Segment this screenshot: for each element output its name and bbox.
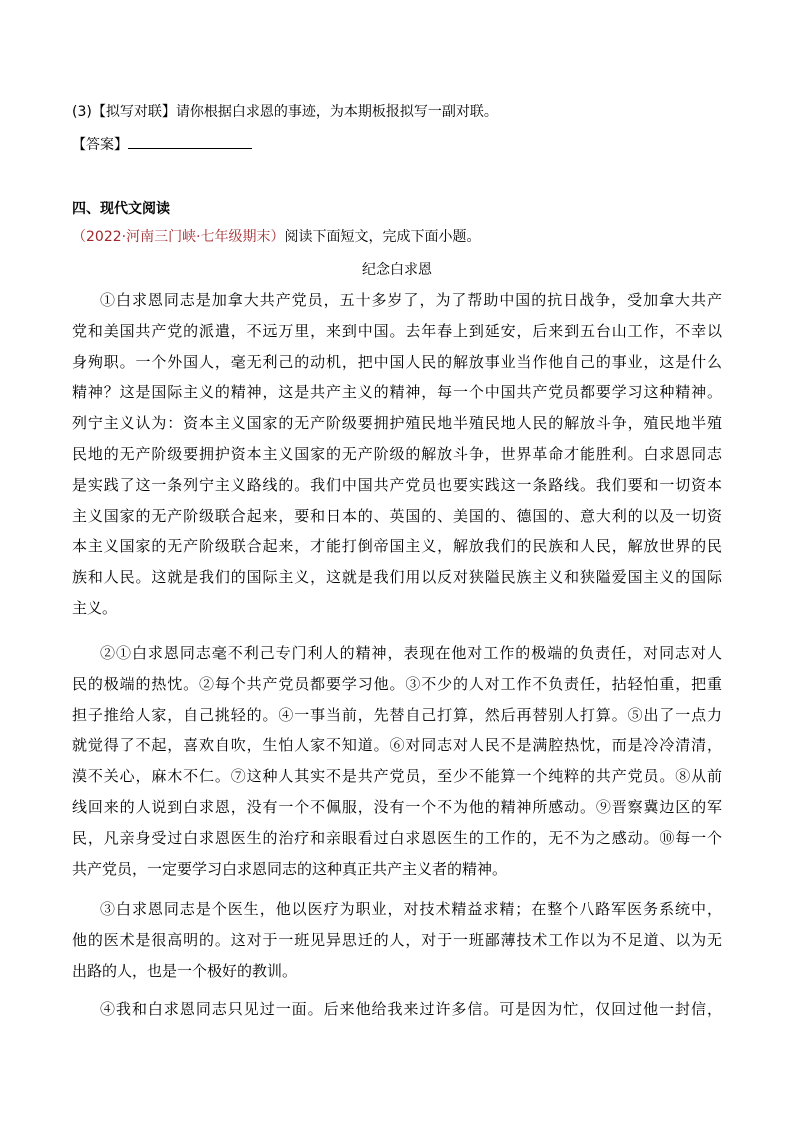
article-paragraph-1 [72,285,722,624]
paragraph-line: 共产党员，一定要学习白求恩同志的这种真正共产主义者的精神。 [72,859,508,878]
question-3-prompt [72,102,498,122]
section-heading [72,199,170,219]
source-citation: （2022·河南三门峡·七年级期末） [72,229,285,245]
answer-blank[interactable] [128,132,252,149]
paragraph-line: 他的医术是很高明的。这对于一班见异思迁的人，对于一班鄙薄技术工作以为不足道、以为无 [72,930,722,949]
paragraph-line: ③白求恩同志是个医生，他以医疗为职业，对技术精益求精；在整个八路军医务系统中， [100,900,722,918]
paragraph-line: 就觉得了不起，喜欢自吹，生怕人家不知道。⑥对同志对人民不是满腔热忱，而是冷冷清清， [72,736,722,755]
article-paragraph-4 [72,994,722,1025]
paragraph-line: ④我和白求恩同志只见过一面。后来他给我来过许多信。可是因为忙，仅回过他一封信， [100,1000,722,1018]
section-heading-text: 四、现代文阅读 [72,201,170,217]
answer-label: 【答案】 [72,137,128,153]
paragraph-line: 族和人民。这就是我们的国际主义，这就是我们用以反对狭隘民族主义和狭隘爱国主义的国际 [72,568,722,587]
answer-row [72,132,252,155]
paragraph-line: 民的极端的热忱。②每个共产党员都要学习他。③不少的人对工作不负责任，拈轻怕重，把重 [72,674,722,693]
paragraph-line: 主义国家的无产阶级联合起来，要和日本的、英国的、美国的、德国的、意大利的以及一切资 [72,506,722,525]
paragraph-line: 民，凡亲身受过白求恩医生的治疗和亲眼看过白求恩医生的工作的，无不为之感动。⑩每一个 [72,828,722,847]
paragraph-line: 精神？这是国际主义的精神，这是共产主义的精神，每一个中国共产党员都要学习这种精神。 [72,383,722,402]
paragraph-line: 身殉职。一个外国人，毫无利己的动机，把中国人民的解放事业当作他自己的事业，这是什么 [72,352,722,371]
paragraph-line: 线回来的人说到白求恩，没有一个不佩服，没有一个不为他的精神所感动。⑨晋察冀边区的军 [72,797,722,816]
paragraph-line: 民地的无产阶级要拥护资本主义国家的无产阶级的解放斗争，世界革命才能胜利。白求恩同志 [72,444,722,463]
paragraph-line: 担子推给人家，自己挑轻的。④一事当前，先替自己打算，然后再替别人打算。⑤出了一点力 [72,705,722,724]
paragraph-line: 党和美国共产党的派遣，不远万里，来到中国。去年春上到延安，后来到五台山工作，不幸以 [72,321,722,340]
article-paragraph-3 [72,894,722,986]
paragraph-line: 本主义国家的无产阶级联合起来，才能打倒帝国主义，解放我们的民族和人民，解放世界的民 [72,537,722,556]
article-paragraph-2 [72,638,722,884]
paragraph-line: 主义。 [72,598,118,617]
paragraph-line: 漠不关心，麻木不仁。⑦这种人其实不是共产党员，至少不能算一个纯粹的共产党员。⑧从前 [72,767,722,786]
paragraph-line: ①白求恩同志是加拿大共产党员，五十多岁了，为了帮助中国的抗日战争，受加拿大共产 [100,291,722,309]
paragraph-line: 列宁主义认为：资本主义国家的无产阶级要拥护殖民地半殖民地人民的解放斗争，殖民地半殖 [72,414,722,433]
paragraph-line: 是实践了这一条列宁主义路线的。我们中国共产党员也要实践这一条路线。我们要和一切资本 [72,475,722,494]
source-line [72,227,481,247]
article-title: 纪念白求恩 [362,262,432,278]
paragraph-line: ②①白求恩同志毫不利己专门利人的精神，表现在他对工作的极端的负责任，对同志对人 [100,644,722,662]
reading-instruction: 阅读下面短文，完成下面小题。 [284,229,481,245]
paragraph-line: 出路的人，也是一个极好的教训。 [72,961,298,980]
question-3-text: (3)【拟写对联】请你根据白求恩的事迹，为本期板报拟写一副对联。 [72,104,498,120]
